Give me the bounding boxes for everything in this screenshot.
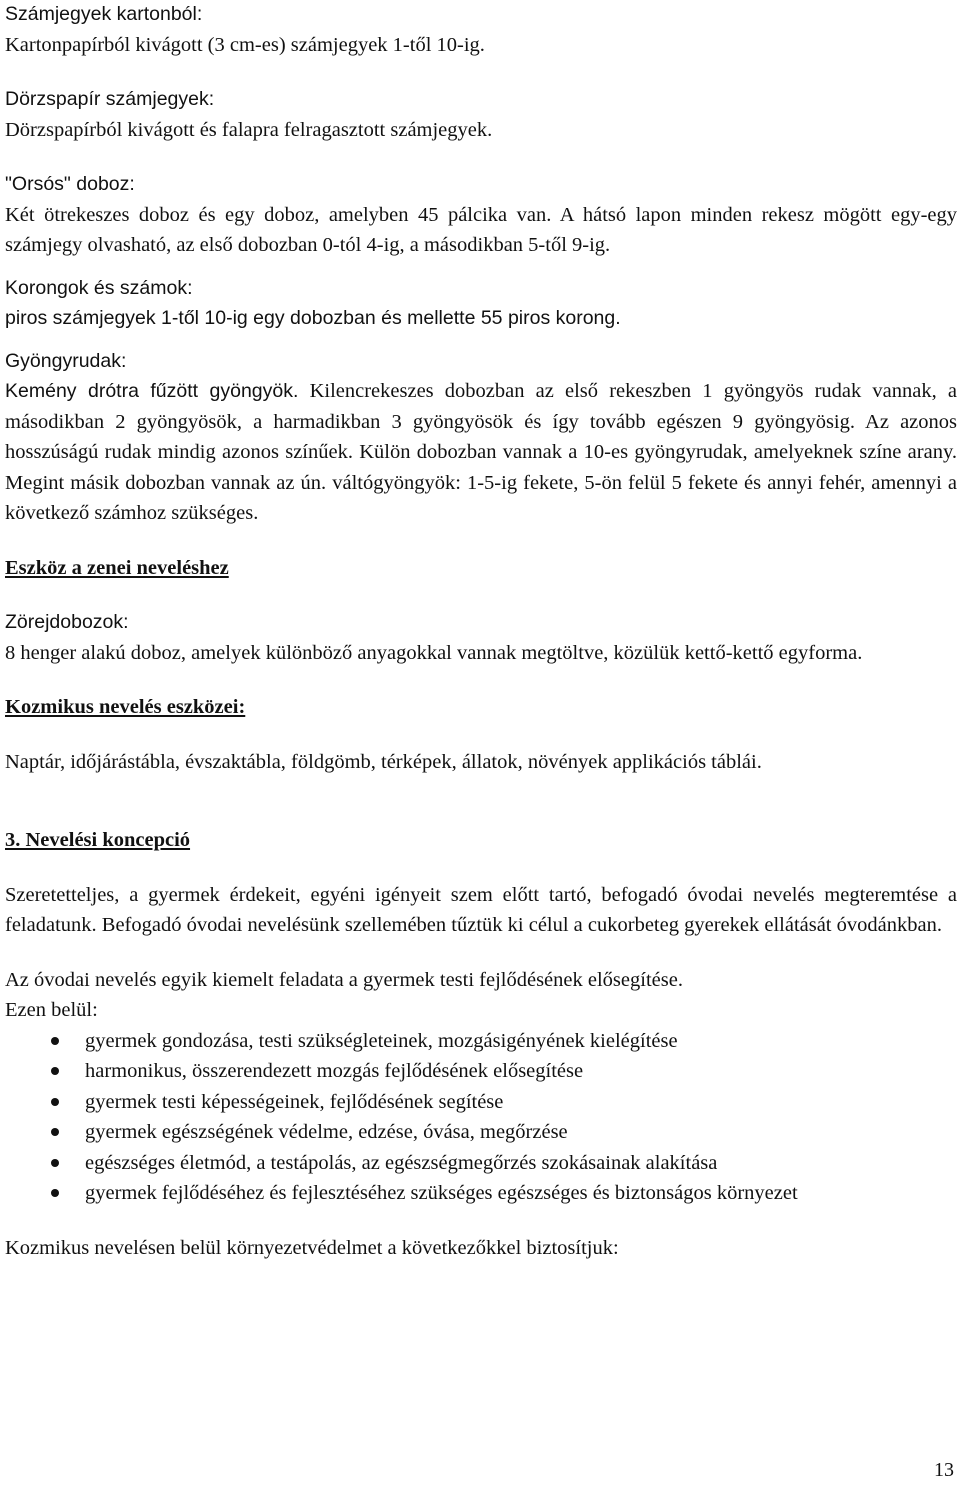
- section-text-orsos: Két ötrekeszes doboz és egy doboz, amelyben 45 pálcika van. A hátsó lapon minden rekesz mögött egy-egy számjegy olvasható, az első dobozban 0-tól 4-ig, a másodikban 5-től 9-ig.: [5, 203, 957, 256]
- bullet-icon: [51, 1128, 59, 1136]
- section-text-kartonbol: Kartonpapírból kivágott (3 cm-es) számjegyek 1-től 10-ig.: [5, 33, 485, 56]
- section-text-gyongyrudak: [5, 376, 957, 529]
- list-item: gyermek testi képességeinek, fejlődésének segítése: [5, 1087, 957, 1118]
- koncepcio-paragraph-2: Az óvodai nevelés egyik kiemelt feladata a gyermek testi fejlődésének elősegítése.: [5, 968, 683, 991]
- koncepcio-paragraph-1: Szeretetteljes, a gyermek érdekeit, egyéni igényeit szem előtt tartó, befogadó óvodai nevelés megteremtése a feladatunk. Befogadó óvodai nevelésünk szellemében tűztük ki célul a cukorbeteg gyerekek ellátását óvodánkban.: [5, 883, 957, 936]
- bullet-icon: [51, 1037, 59, 1045]
- koncepcio-closing-text: Kozmikus nevelésen belül környezetvédelmet a következőkkel biztosítjuk:: [5, 1236, 619, 1259]
- list-item: harmonikus, összerendezett mozgás fejlődésének elősegítése: [5, 1056, 957, 1087]
- bullet-icon: [51, 1189, 59, 1197]
- section-text-dorzspapir: Dörzspapírból kivágott és falapra felragasztott számjegyek.: [5, 118, 493, 141]
- section-text-zorejdobozok: 8 henger alakú doboz, amelyek különböző anyagokkal vannak megtöltve, közülük kettő-kettő egyforma.: [5, 641, 863, 664]
- bullet-icon: [51, 1098, 59, 1106]
- section-label-kartonbol: Számjegyek kartonból:: [5, 3, 203, 25]
- section-label-gyongyrudak: Gyöngyrudak:: [5, 349, 127, 372]
- section-label-dorzspapir: Dörzspapír számjegyek:: [5, 88, 215, 110]
- gyongyrudak-lead-text: Kemény drótra fűzött gyöngyök.: [5, 380, 299, 402]
- bullet-icon: [51, 1159, 59, 1167]
- heading-kozmikus-neveles: Kozmikus nevelés eszközei:: [5, 696, 246, 718]
- document-page: [5, 0, 957, 1263]
- list-item: egészséges életmód, a testápolás, az egészségmegőrzés szokásainak alakítása: [5, 1148, 957, 1179]
- gyongyrudak-rest-text: Kilencrekeszes dobozban az első rekeszben 1 gyöngyös rudak vannak, a másodikban 2 gyöngyösök, a harmadikban 3 gyöngyösök és így tovább egészen 9 gyöngyösig. Az azonos hosszúságú rudak mindig azonos színűek. Külön dobozban vannak a 10-es gyöngyrudak, amelyeknek színe arany. Megint másik dobozban vannak az ún. váltógyöngyök: 1-5-ig fekete, 5-ön felül 5 fekete és annyi fehér, amennyi a következő számhoz szükséges.: [5, 380, 957, 524]
- section-label-orsos: "Orsós" doboz:: [5, 173, 135, 195]
- page-number: 13: [934, 1459, 954, 1481]
- section-text-korongok: piros számjegyek 1-től 10-ig egy dobozban és mellette 55 piros korong.: [5, 307, 621, 329]
- heading-nevelesi-koncepcio: 3. Nevelési koncepció: [5, 829, 191, 851]
- koncepcio-bullet-list: [5, 1026, 957, 1209]
- heading-zenei-neveles: Eszköz a zenei neveléshez: [5, 556, 229, 579]
- section-label-zorejdobozok: Zörejdobozok:: [5, 611, 129, 633]
- bullet-icon: [51, 1067, 59, 1075]
- list-item: gyermek fejlődéséhez és fejlesztéséhez szükséges egészséges és biztonságos környezet: [5, 1178, 957, 1209]
- list-item: gyermek egészségének védelme, edzése, óvása, megőrzése: [5, 1117, 957, 1148]
- list-item: gyermek gondozása, testi szükségleteinek, mozgásigényének kielégítése: [5, 1026, 957, 1057]
- section-label-korongok: Korongok és számok:: [5, 276, 193, 299]
- koncepcio-list-intro: Ezen belül:: [5, 999, 98, 1021]
- section-text-kozmikus: Naptár, időjárástábla, évszaktábla, földgömb, térképek, állatok, növények applikációs táblái.: [5, 750, 762, 773]
